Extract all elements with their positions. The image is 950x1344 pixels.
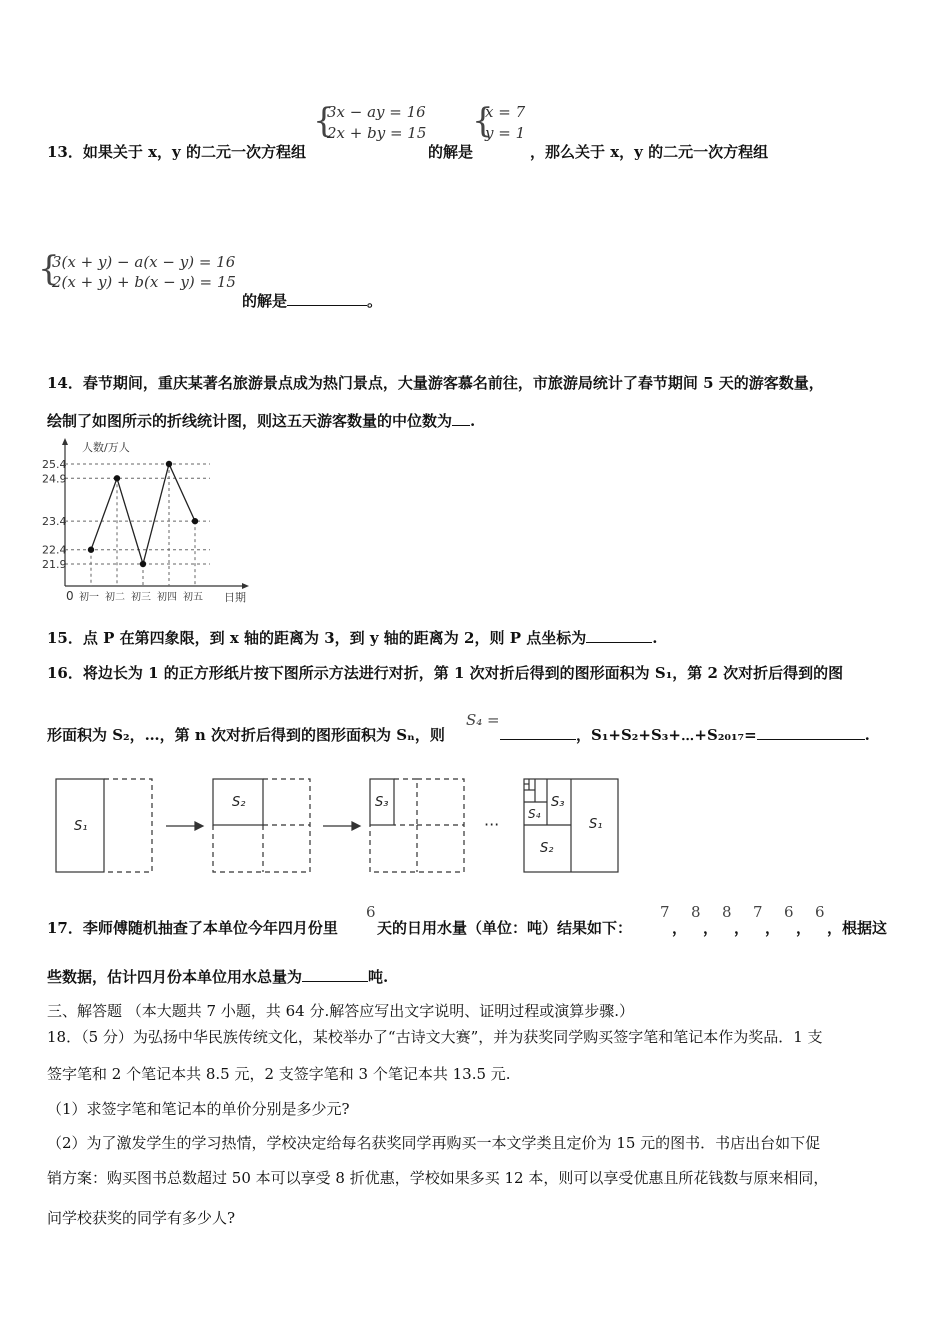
y-tick-label: 25.4	[42, 458, 67, 471]
answer-blank-sum	[757, 725, 865, 740]
system-brace: {	[313, 101, 335, 141]
q15-text: 15．点 P 在第四象限，到 x 轴的距离为 3，到 y 轴的距离为 2，则 P 点坐标为	[47, 629, 587, 647]
data-point	[166, 461, 172, 467]
data-point	[88, 547, 94, 553]
x-tick-label: 初四	[157, 592, 177, 603]
section-title: 三、解答题 （本大题共 7 小题，共 64 分.解答应写出文字说明、证明过程或演算步骤.）	[47, 1002, 635, 1020]
q13-tail	[242, 290, 382, 311]
q18-sub2-line2: 销方案：购买图书总数超过 50 本可以享受 8 折优惠，学校如果多买 12 本，则可以享受优惠且所花钱数与原来相同，	[47, 1169, 829, 1187]
answer-blank	[302, 967, 368, 982]
q18-line2: 签字笔和 2 个笔记本共 8.5 元，2 支签字笔和 3 个笔记本共 13.5 元.	[47, 1065, 511, 1083]
fig3-dashed-a	[394, 779, 417, 825]
q14-line2-end: .	[470, 412, 476, 430]
solution-brace: {	[472, 101, 494, 141]
q14-line2	[47, 410, 475, 431]
q16-line2b	[500, 724, 870, 745]
q18-sub2-line3: 问学校获奖的同学有多少人?	[47, 1209, 236, 1227]
arrow-1-head	[195, 822, 203, 830]
q14-line1: 14．春节期间，重庆某著名旅游景点成为热门景点，大量游客慕名前往，市旅游局统计了春节期间 5 天的游客数量，	[47, 374, 824, 392]
q16-line1: 16．将边长为 1 的正方形纸片按下图所示方法进行对折，第 1 次对折后得到的图形面积为 S₁，第 2 次对折后得到的图	[47, 664, 844, 682]
solution-eq2: y = 1	[485, 124, 526, 142]
y-axis-label: 人数/万人	[82, 441, 130, 454]
label-s1b: S₁	[589, 817, 603, 832]
value-separator: ，	[827, 919, 843, 937]
q17-line2-end: 吨.	[368, 968, 389, 986]
q13-prefix: 13．如果关于 x，y 的二元一次方程组	[47, 143, 306, 161]
water-value: 6	[815, 903, 825, 921]
data-point	[140, 561, 146, 567]
answer-blank-s4	[500, 725, 576, 740]
y-tick-label: 22.4	[42, 543, 67, 557]
water-value: 7	[753, 903, 763, 921]
answer-blank	[287, 291, 367, 306]
label-s1: S₁	[74, 819, 88, 834]
system2-eq1: 3(x + y) − a(x − y) = 16	[52, 253, 236, 271]
label-s3: S₃	[375, 795, 389, 810]
y-tick-label: 21.9	[42, 558, 67, 571]
value-separator: ，	[672, 919, 688, 937]
q17-line2-text: 些数据，估计四月份本单位用水总量为	[47, 968, 303, 986]
line-chart	[40, 436, 255, 608]
x-tick-label: 初五	[183, 592, 203, 603]
system1-eq1: 3x − ay = 16	[327, 103, 426, 121]
answer-blank	[452, 411, 470, 426]
label-s3b: S₃	[551, 795, 565, 810]
water-value: 8	[722, 903, 732, 921]
arrow-2-head	[352, 822, 360, 830]
q16-end: .	[864, 726, 870, 744]
q16-mid: ，S₁+S₂+S₃+⋯+S₂₀₁₇=	[576, 726, 757, 744]
q15-end: .	[652, 629, 658, 647]
label-s2b: S₂	[540, 841, 554, 856]
q18-line1: 18．（5 分）为弘扬中华民族传统文化，某校举办了“古诗文大赛”，并为获奖同学购买签字笔和笔记本作为奖品．1 支	[47, 1028, 823, 1046]
q18-sub2-line1: （2）为了激发学生的学习热情，学校决定给每名获奖同学再购买一本文学类且定价为 15 元的图书．书店出台如下促	[47, 1134, 821, 1152]
q17-line2	[47, 966, 388, 987]
solution-eq1: x = 7	[485, 103, 526, 121]
y-axis-arrow	[62, 438, 68, 445]
q18-sub1: （1）求签字笔和笔记本的单价分别是多少元?	[47, 1100, 350, 1118]
q13-tail-end: 。	[367, 292, 383, 310]
data-point	[192, 518, 198, 524]
x-tick-label: 初三	[131, 592, 151, 603]
q16-s4-label: S₄ =	[466, 711, 500, 729]
value-separator: ，	[796, 919, 812, 937]
q13-tail-text: 的解是	[242, 292, 288, 310]
q13-suffix: ，那么关于 x，y 的二元一次方程组	[530, 143, 769, 161]
value-separator: ，	[734, 919, 750, 937]
fig1-dashed-half	[104, 779, 152, 872]
label-s2: S₂	[232, 795, 246, 810]
x-axis-arrow	[242, 583, 249, 589]
q17-days: 6	[366, 903, 376, 921]
value-separator: ，	[703, 919, 719, 937]
system2-eq2: 2(x + y) + b(x − y) = 15	[52, 273, 236, 291]
water-value: 7	[660, 903, 670, 921]
q13-middle: 的解是	[428, 143, 474, 161]
q15	[47, 627, 657, 648]
data-series-line	[91, 464, 195, 564]
q17-value-list	[660, 903, 850, 939]
q14-line2-text: 绘制了如图所示的折线统计图，则这五天游客数量的中位数为	[47, 412, 453, 430]
y-tick-label: 24.9	[42, 472, 67, 486]
x-axis-label: 日期	[224, 591, 246, 604]
q16-line2: 形面积为 S₂，…，第 n 次对折后得到的图形面积为 Sₙ，则	[47, 726, 445, 744]
data-point	[114, 475, 120, 481]
q17-part2: 天的日用水量（单位：吨）结果如下：	[377, 919, 633, 937]
x-tick-label: 初二	[105, 592, 125, 603]
answer-blank	[586, 628, 652, 643]
water-value: 8	[691, 903, 701, 921]
system2-brace: {	[38, 249, 60, 289]
q17-part1: 17．李师傅随机抽查了本单位今年四月份里	[47, 919, 338, 937]
q17-part3: 根据这	[842, 919, 888, 937]
ellipsis: ···	[484, 815, 500, 834]
origin-label: 0	[66, 589, 74, 603]
x-tick-label: 初一	[79, 592, 99, 603]
y-tick-label: 23.4	[42, 515, 67, 529]
value-separator: ，	[765, 919, 781, 937]
label-s4: S₄	[528, 807, 541, 821]
water-value: 6	[784, 903, 794, 921]
folding-diagram	[48, 770, 628, 880]
system1-eq2: 2x + by = 15	[327, 124, 427, 142]
